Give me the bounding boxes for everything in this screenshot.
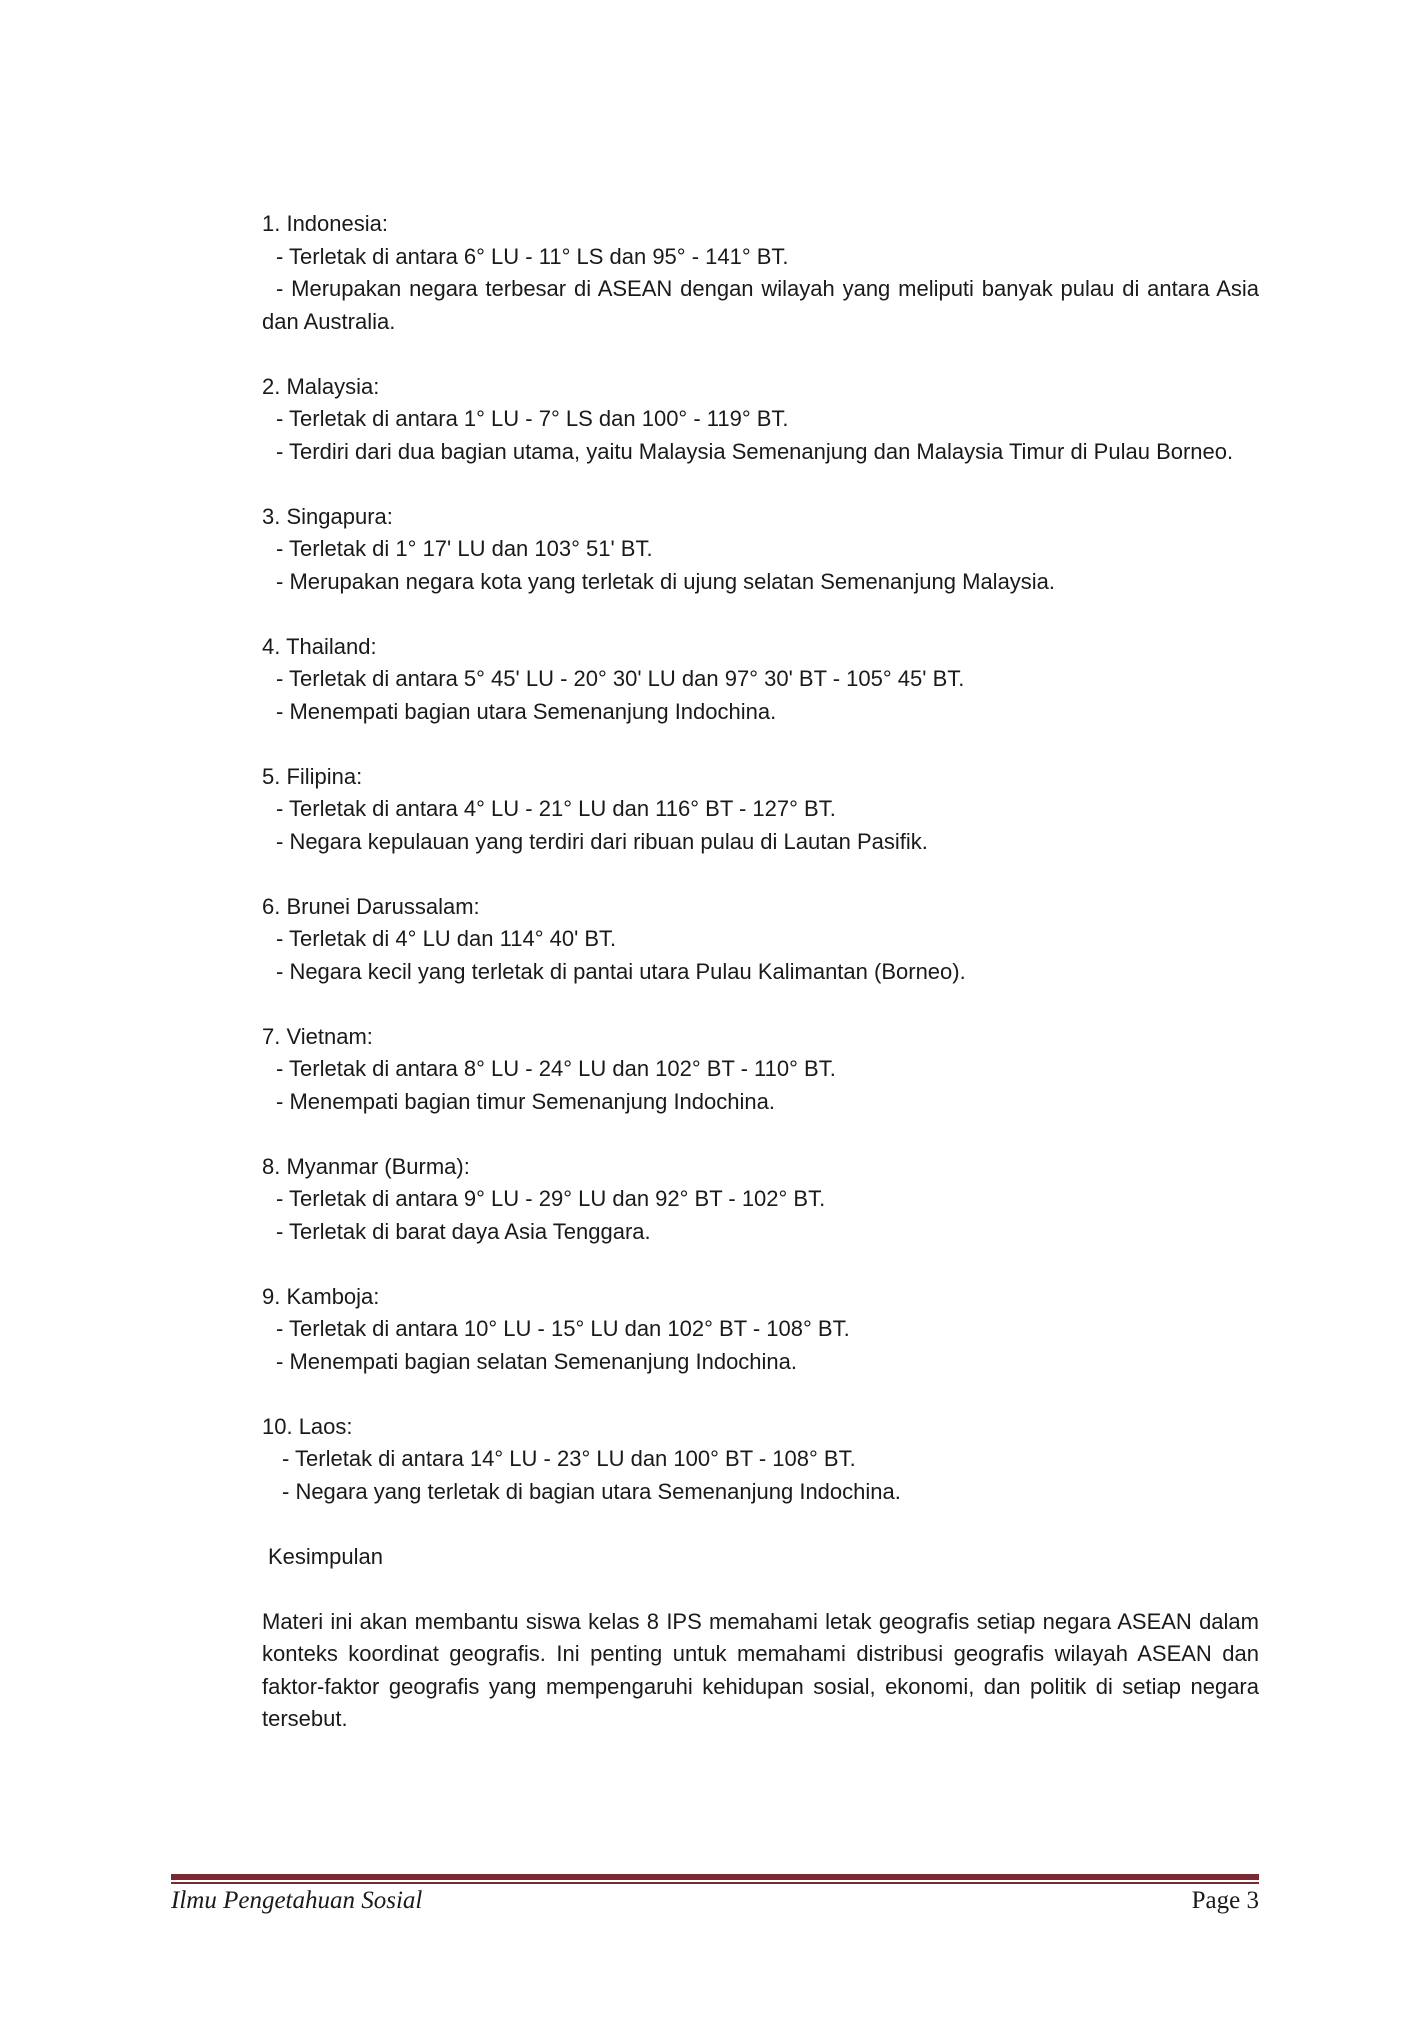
country-title: 7. Vietnam: xyxy=(262,1023,373,1049)
country-filipina xyxy=(262,761,1259,859)
footer-divider xyxy=(171,1874,1259,1884)
country-description: - Negara kecil yang terletak di pantai utara Pulau Kalimantan (Borneo). xyxy=(276,958,966,984)
country-coordinates: - Terletak di antara 8° LU - 24° LU dan 102° BT - 110° BT. xyxy=(276,1056,836,1081)
country-coordinates: - Terletak di antara 5° 45' LU - 20° 30' LU dan 97° 30' BT - 105° 45' BT. xyxy=(276,666,965,691)
country-laos xyxy=(262,1411,1259,1509)
country-description: - Merupakan negara kota yang terletak di ujung selatan Semenanjung Malaysia. xyxy=(276,568,1056,594)
country-malaysia xyxy=(262,371,1259,469)
footer-divider-thin xyxy=(171,1882,1259,1884)
country-thailand xyxy=(262,631,1259,729)
country-myanmar xyxy=(262,1151,1259,1249)
country-description: - Terletak di barat daya Asia Tenggara. xyxy=(276,1218,651,1244)
country-title: 4. Thailand: xyxy=(262,633,377,659)
country-indonesia xyxy=(262,208,1259,338)
country-coordinates: - Terletak di antara 4° LU - 21° LU dan 116° BT - 127° BT. xyxy=(276,796,836,821)
footer-subject: Ilmu Pengetahuan Sosial xyxy=(171,1887,423,1914)
footer-divider-thick xyxy=(171,1874,1259,1880)
country-description: - Menempati bagian utara Semenanjung Indochina. xyxy=(276,698,777,724)
country-description: - Terdiri dari dua bagian utama, yaitu Malaysia Semenanjung dan Malaysia Timur di Pulau Borneo. xyxy=(276,438,1234,464)
document-body xyxy=(262,208,1259,1736)
country-description: - Merupakan negara terbesar di ASEAN dengan wilayah yang meliputi banyak pulau di antara Asia dan Australia. xyxy=(262,276,1259,334)
country-brunei xyxy=(262,891,1259,989)
country-coordinates: - Terletak di antara 6° LU - 11° LS dan 95° - 141° BT. xyxy=(276,243,789,269)
country-title: 5. Filipina: xyxy=(262,763,363,789)
country-coordinates: - Terletak di antara 10° LU - 15° LU dan 102° BT - 108° BT. xyxy=(276,1316,850,1341)
country-vietnam xyxy=(262,1021,1259,1119)
country-description: - Negara yang terletak di bagian utara Semenanjung Indochina. xyxy=(282,1478,901,1504)
country-description: - Menempati bagian timur Semenanjung Indochina. xyxy=(276,1088,775,1114)
country-coordinates: - Terletak di antara 9° LU - 29° LU dan 92° BT - 102° BT. xyxy=(276,1186,826,1211)
country-title: 2. Malaysia: xyxy=(262,373,380,399)
country-title: 8. Myanmar (Burma): xyxy=(262,1153,470,1179)
country-description: - Menempati bagian selatan Semenanjung Indochina. xyxy=(276,1348,798,1374)
country-title: 3. Singapura: xyxy=(262,503,393,529)
country-description: - Negara kepulauan yang terdiri dari ribuan pulau di Lautan Pasifik. xyxy=(276,828,928,854)
footer-page-number: Page 3 xyxy=(1191,1887,1259,1914)
country-singapura xyxy=(262,501,1259,599)
conclusion-heading: Kesimpulan xyxy=(268,1543,383,1569)
country-title: 9. Kamboja: xyxy=(262,1283,380,1309)
conclusion-paragraph: Materi ini akan membantu siswa kelas 8 IPS memahami letak geografis setiap negara ASEAN dalam konteks koordinat geografis. Ini penting untuk memahami distribusi geografis wilayah ASEAN dan faktor-faktor geografis yang mempengaruhi kehidupan sosial, ekonomi, dan politik di setiap negara tersebut. xyxy=(262,1608,1259,1731)
country-title: 10. Laos: xyxy=(262,1413,353,1439)
country-title: 1. Indonesia: xyxy=(262,211,388,236)
country-coordinates: - Terletak di antara 1° LU - 7° LS dan 100° - 119° BT. xyxy=(276,406,789,431)
country-coordinates: - Terletak di antara 14° LU - 23° LU dan 100° BT - 108° BT. xyxy=(282,1446,856,1471)
country-kamboja xyxy=(262,1281,1259,1379)
country-title: 6. Brunei Darussalam: xyxy=(262,893,480,919)
country-coordinates: - Terletak di 1° 17' LU dan 103° 51' BT. xyxy=(276,536,653,561)
country-coordinates: - Terletak di 4° LU dan 114° 40' BT. xyxy=(276,926,617,951)
